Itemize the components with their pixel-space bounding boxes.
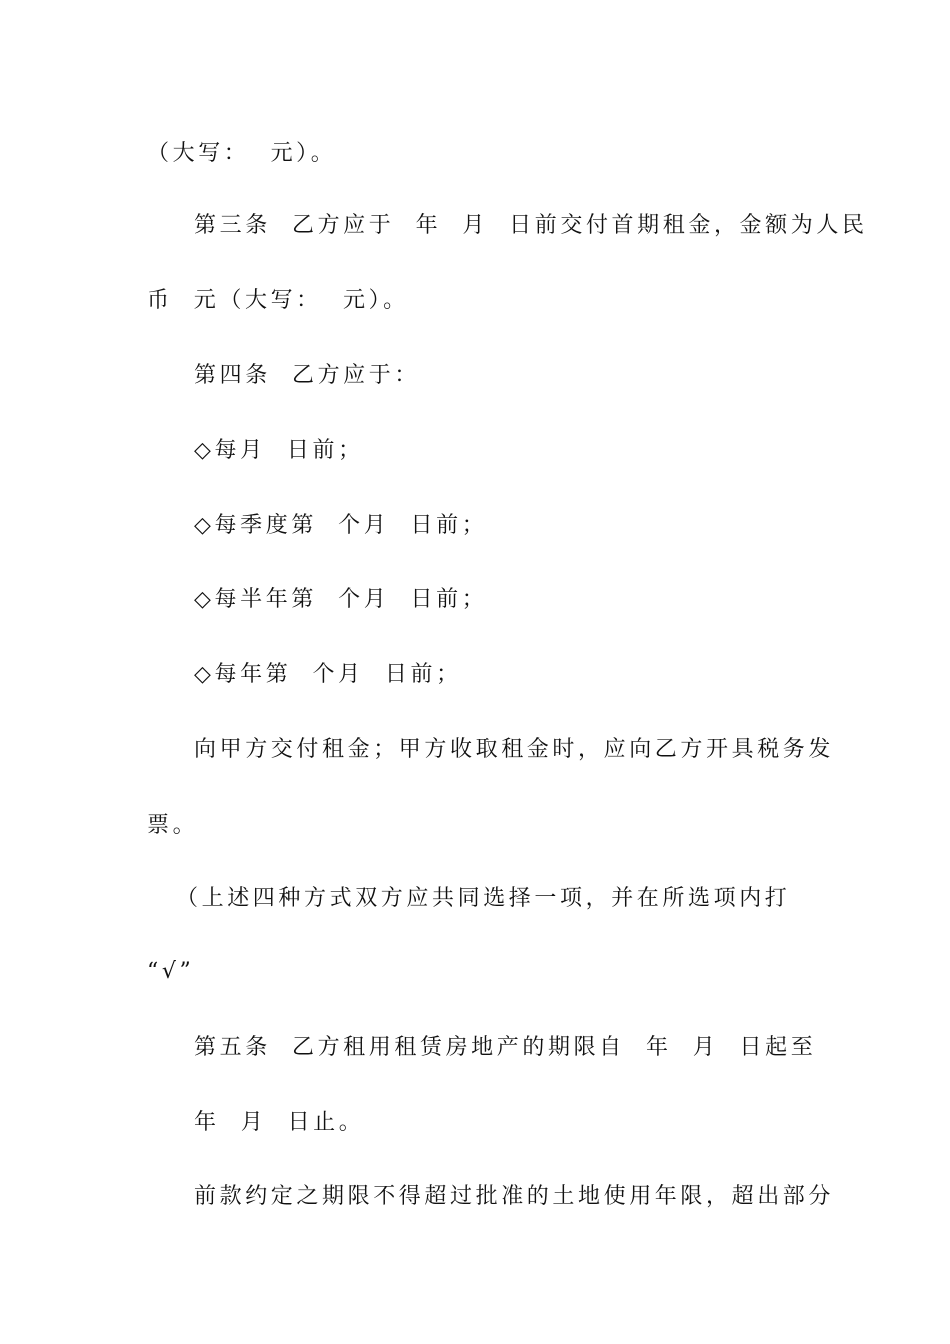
option-monthly: ◇每月 日前； <box>194 438 364 463</box>
note-line: （上述四种方式双方应共同选择一项，并在所选项内打 <box>176 886 791 911</box>
option-quarterly: ◇每季度第 个月 日前； <box>194 513 488 538</box>
option-semiannual: ◇每半年第 个月 日前； <box>194 587 488 612</box>
article-4-line: 第四条 乙方应于： <box>194 363 420 388</box>
text-line: 年 月 日止。 <box>194 1110 365 1135</box>
text-line: 向甲方交付租金；甲方收取租金时，应向乙方开具税务发 <box>194 737 835 762</box>
article-5-line: 第五条 乙方租用租赁房地产的期限自 年 月 日起至 <box>194 1035 817 1060</box>
note-line: “√” <box>147 959 195 984</box>
text-line: 票。 <box>147 813 199 838</box>
text-line: （大写： 元）。 <box>147 141 337 166</box>
text-line: 币 元（大写： 元）。 <box>147 288 409 313</box>
article-3-line: 第三条 乙方应于 年 月 日前交付首期租金，金额为人民 <box>194 213 868 238</box>
text-line: 前款约定之期限不得超过批准的土地使用年限，超出部分 <box>194 1184 835 1209</box>
option-annual: ◇每年第 个月 日前； <box>194 662 462 687</box>
